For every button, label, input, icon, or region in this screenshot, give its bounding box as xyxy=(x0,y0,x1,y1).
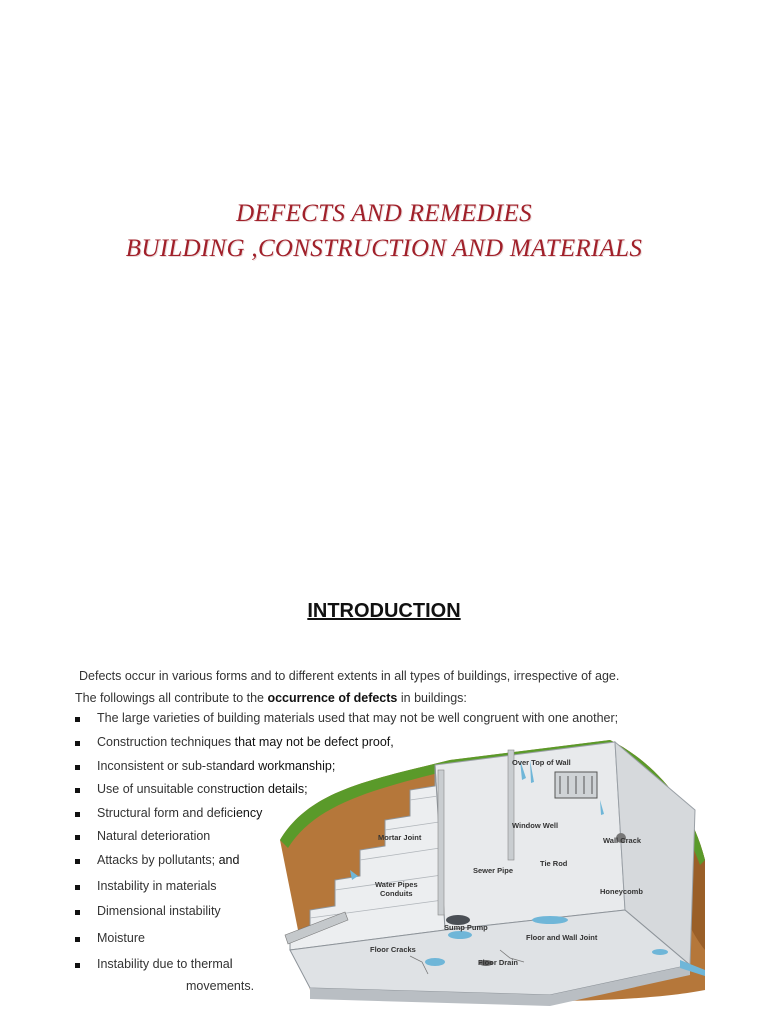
label-floor-drain: Floor Drain xyxy=(478,958,519,967)
label-mortar-joint: Mortar Joint xyxy=(378,833,422,842)
label-wall-crack: Wall Crack xyxy=(603,836,642,845)
list-item-text-dark: l xyxy=(229,957,233,971)
bullet-square-icon xyxy=(75,788,80,793)
bullet-square-icon xyxy=(75,717,80,722)
intro-paragraph-line-1: Defects occur in various forms and to different extents in all types of buildings, irrespective of age. xyxy=(79,669,620,683)
label-floor-cracks: Floor Cracks xyxy=(370,945,416,954)
back-wall xyxy=(435,742,625,930)
label-conduits: Conduits xyxy=(380,889,413,898)
label-water-pipes: Water Pipes xyxy=(375,880,418,889)
list-item-text: Instability in materials xyxy=(97,879,217,893)
list-item-text-dark: and xyxy=(218,853,240,867)
bullet-square-icon xyxy=(75,937,80,942)
list-item-text: Attacks by pollutants; xyxy=(97,853,219,867)
list-item-text-dark: uction details; xyxy=(231,782,308,796)
intro-text-before: The followings all contribute to the xyxy=(75,691,268,705)
bullet-square-icon xyxy=(75,812,80,817)
list-item-text: Dimensional instability xyxy=(97,904,221,918)
bullet-square-icon xyxy=(75,741,80,746)
list-item-text: Inconsistent or sub-sta xyxy=(97,759,223,773)
label-honeycomb: Honeycomb xyxy=(600,887,643,896)
bullet-square-icon xyxy=(75,910,80,915)
list-item-text-dark: iency xyxy=(233,806,263,820)
list-item-text: Use of unsuitable constr xyxy=(97,782,232,796)
list-item-text: The large varieties of building materials used that may not be well congruent with one another; xyxy=(97,711,619,725)
list-item-text: Natural deterioration xyxy=(97,829,211,843)
intro-text-after: in buildings: xyxy=(397,691,467,705)
label-over-top-of-wall: Over Top of Wall xyxy=(512,758,571,767)
label-window-well: Window Well xyxy=(512,821,559,830)
document-title-line-1: DEFECTS AND REMEDIES xyxy=(236,200,532,227)
bullet-square-icon xyxy=(75,859,80,864)
list-item-continuation: movements. xyxy=(186,979,255,993)
list-item-text: Moisture xyxy=(97,931,145,945)
basement-leak-diagram xyxy=(250,720,710,1010)
intro-paragraph-line-2 xyxy=(75,691,467,705)
document-title-line-2: BUILDING ,CONSTRUCTION AND MATERIALS xyxy=(125,235,643,262)
vertical-pipe xyxy=(438,770,444,915)
label-sewer-pipe: Sewer Pipe xyxy=(473,866,514,875)
intro-bold-phrase: occurrence of defects xyxy=(267,691,398,705)
list-item-text: Construction techniques xyxy=(97,735,235,749)
label-sump-pump: Sump Pump xyxy=(444,923,488,932)
list-item-text-dark: ndard workmanship; xyxy=(222,759,336,773)
label-floor-and-wall-joint: Floor and Wall Joint xyxy=(526,933,598,942)
bullet-square-icon xyxy=(75,835,80,840)
list-item-text: Instability due to therma xyxy=(97,957,230,971)
section-heading: INTRODUCTION xyxy=(307,600,461,622)
bullet-square-icon xyxy=(75,765,80,770)
bullet-square-icon xyxy=(75,885,80,890)
list-item-text: Structural form and defic xyxy=(97,806,234,820)
bullet-square-icon xyxy=(75,963,80,968)
label-tie-rod: Tie Rod xyxy=(540,859,568,868)
list-item-text-dark: that may not be defect proof, xyxy=(234,735,394,749)
